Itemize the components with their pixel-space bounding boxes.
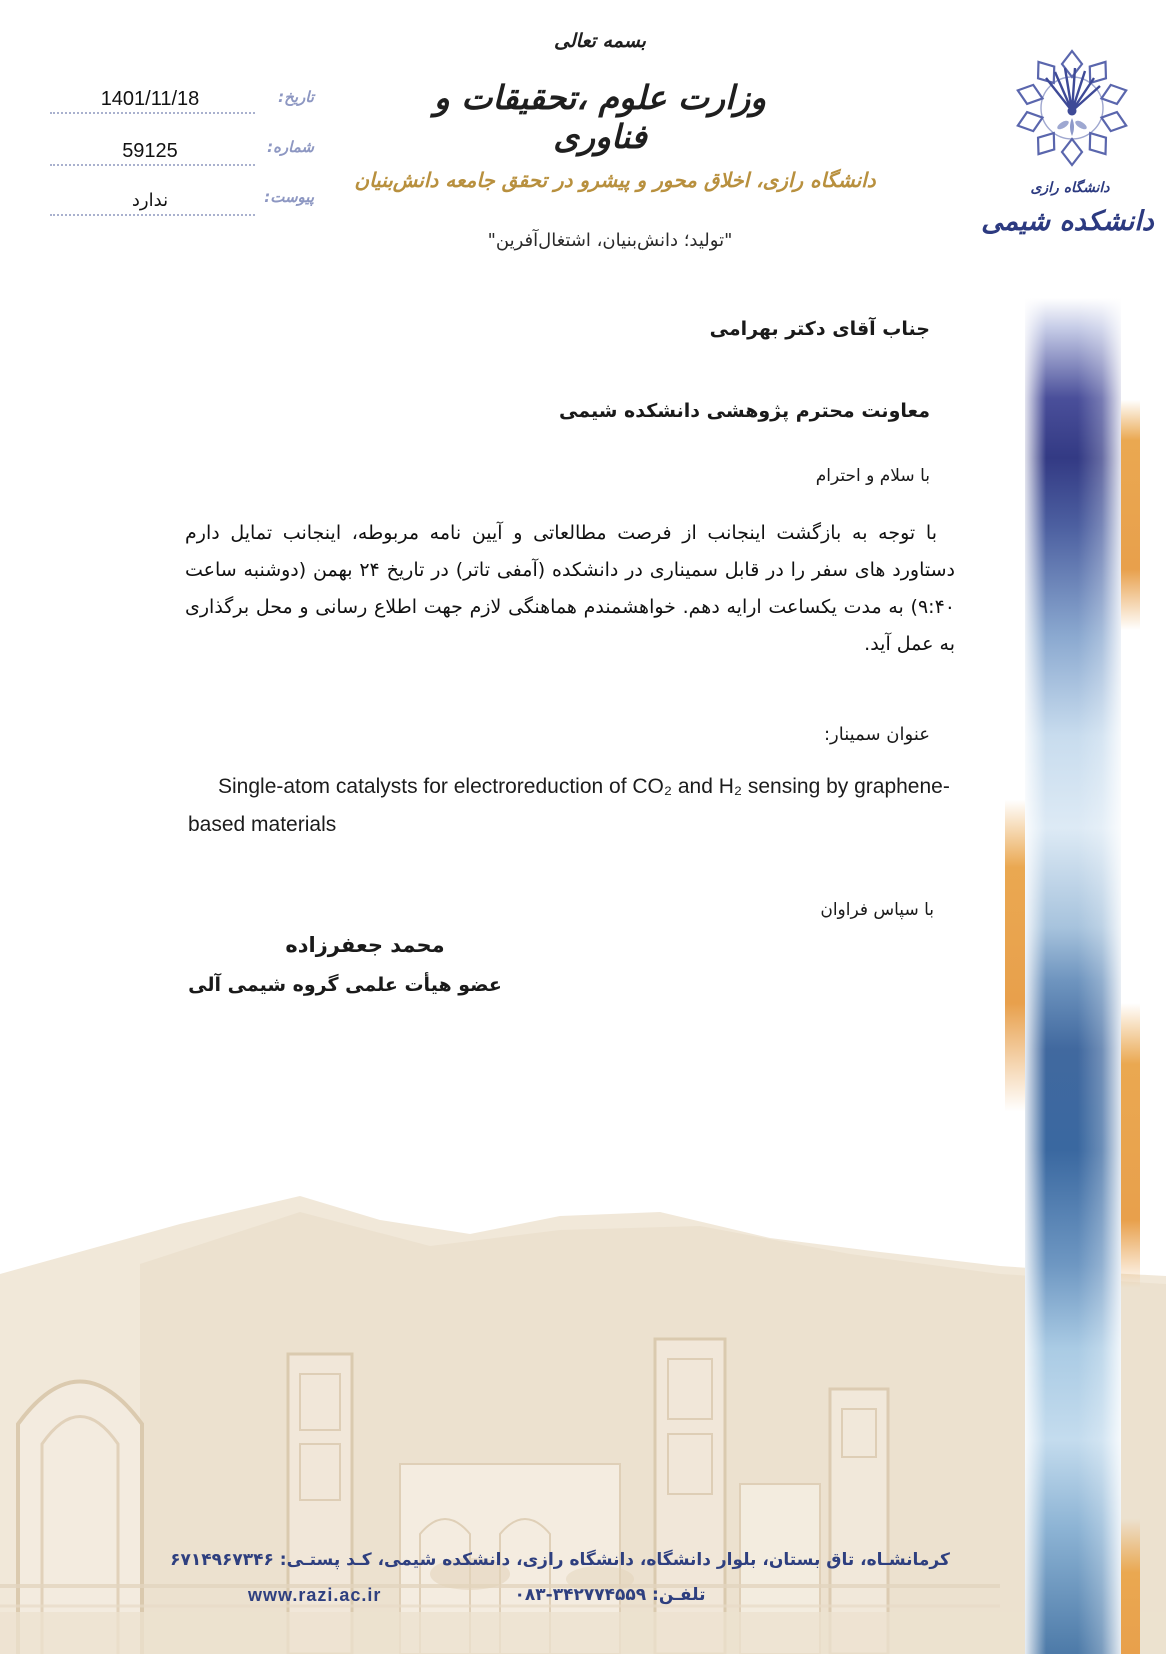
ribbon-orange-right-stripe xyxy=(1119,298,1140,1654)
logo-faculty-name: دانشکده شیمی xyxy=(981,206,1154,237)
attachment-label: پیوست: xyxy=(264,188,314,206)
number-label: شماره: xyxy=(267,138,314,156)
signer-role: عضو هیأت علمی گروه شیمی آلی xyxy=(188,974,502,996)
besmele-calligraphy: بسمه تعالی xyxy=(554,30,646,52)
razi-university-logo-icon xyxy=(1012,48,1132,168)
greeting-line: با سلام و احترام xyxy=(815,466,930,486)
ribbon-orange-left-stripe xyxy=(1005,298,1025,1654)
date-dotted-line xyxy=(50,112,255,114)
number-value: 59125 xyxy=(122,140,178,162)
seminar-title-english: Single-atom catalysts for electroreduction of CO₂ and H₂ sensing by graphene-based materials xyxy=(188,775,950,836)
letter-body-paragraph: با توجه به بازگشت اینجانب از فرصت مطالعاتی و آیین نامه مربوطه، اینجانب تمایل دارم دستاورد های سفر را در قابل سمیناری در دانشکده (آمفی تاتر) در تاریخ ۲۴ بهمن (دوشنبه ساعت ۹:۴۰) به مدت یکساعت ارایه دهم. خواهشمندم هماهنگی لازم جهت اطلاع رسانی و محل برگذاری به عمل آید. xyxy=(185,522,955,655)
footer-phone xyxy=(470,1585,750,1605)
logo-university-name: دانشگاه رازی xyxy=(1030,180,1110,196)
closing-thanks: با سپاس فراوان xyxy=(820,900,934,920)
addressee-title: معاونت محترم پژوهشی دانشکده شیمی xyxy=(559,400,930,422)
campus-watermark-image xyxy=(0,1154,1166,1654)
ministry-calligraphy: وزارت علوم ،تحقیقات و فناوری xyxy=(433,78,767,156)
production-slogan: "تولید؛ دانش‌بنیان، اشتغال‌آفرین" xyxy=(487,230,733,251)
addressee-name: جناب آقای دکتر بهرامی xyxy=(709,318,930,340)
ribbon-blue-gradient xyxy=(1025,298,1121,1654)
date-value: 1401/11/18 xyxy=(100,88,200,110)
university-motto-calligraphy: دانشگاه رازی، اخلاق محور و پیشرو در تحقق جامعه دانش‌بنیان xyxy=(354,168,876,192)
footer-website: www.razi.ac.ir xyxy=(248,1585,382,1605)
seminar-title-label: عنوان سمینار: xyxy=(823,724,930,745)
date-label: تاریخ: xyxy=(278,88,314,106)
footer-phone-label: تلفـن: xyxy=(652,1585,706,1605)
attachment-value: ندارد xyxy=(131,190,169,211)
signer-name: محمد جعفرزاده xyxy=(285,933,445,957)
attachment-dotted-line xyxy=(50,214,255,216)
footer-phone-number: ۰۸۳-۳۴۲۷۷۴۵۵۹ xyxy=(514,1585,647,1605)
footer-address: کرمانشـاه، تاق بستان، بلوار دانشگاه، دانشگاه رازی، دانشکده شیمی، کـد پستـی: ۶۷۱۴۹۶۷۳۴۶ xyxy=(170,1550,950,1570)
number-dotted-line xyxy=(50,164,255,166)
